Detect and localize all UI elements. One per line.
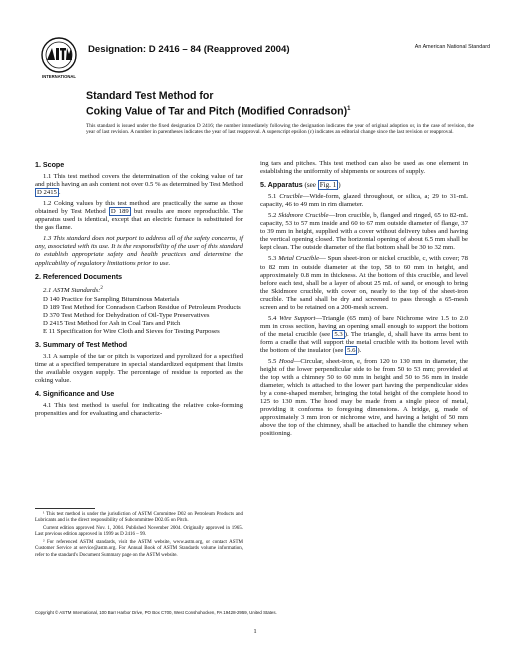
apparatus-5-1: 5.1 Crucible—Wide-form, glazed throughout, or silica, a; 29 to 31-mL capacity, 46 to 49 mm in rim diameter. bbox=[260, 193, 469, 209]
summary-3-1: 3.1 A sample of the tar or pitch is vaporized and pyrolized for a specified time at a specified temperature in special standardized equipment that limits the available oxygen supply. The percentage of residue is reported as the coking value. bbox=[35, 353, 243, 385]
footnote-2: ² For referenced ASTM standards, visit the ASTM website, www.astm.org, or contact ASTM Customer Service at service@astm.org. For Annual Book of ASTM Standards volume information, refer to the standard's Document Summary page on the ASTM website. bbox=[35, 540, 243, 558]
logo-caption: INTERNATIONAL bbox=[42, 74, 76, 79]
ref-item: E 11 Specification for Wire Cloth and Sieves for Testing Purposes bbox=[43, 328, 220, 336]
link-5-3[interactable]: 5.3 bbox=[334, 330, 343, 338]
section-scope-heading: 1. Scope bbox=[35, 161, 65, 169]
ref-item: D 189 Test Method for Conradson Carbon Residue of Petroleum Products bbox=[43, 303, 241, 311]
issuance-notice: This standard is issued under the fixed designation D 2416; the number immediately following the designation indicates the year of original adoption or, in the case of revision, the year of last revision. A number in parentheses indicates the year of last reapproval. A superscript epsilon (ε) indicates an editorial change since the last revision or reapproval. bbox=[86, 123, 474, 136]
title-footnote-mark: 1 bbox=[347, 105, 351, 112]
document-title bbox=[86, 90, 350, 118]
scope-1-1: 1.1 This test method covers the determination of the coking value of tar and pitch having an ash content not over 0.5 % as determined by Test Method D 2415 . bbox=[35, 173, 243, 197]
left-column bbox=[35, 156, 243, 422]
link-d189[interactable]: D 189 bbox=[110, 208, 129, 216]
section-summary-heading: 3. Summary of Test Method bbox=[35, 341, 128, 350]
title-text: Coking Value of Tar and Pitch (Modified Conradson) bbox=[86, 105, 348, 118]
link-5-6[interactable]: 5.6 bbox=[347, 346, 356, 354]
scope-1-2: 1.2 Coking values by this test method are practically the same as those obtained by Test Method D 189 but results are more reproducible. The apparatus used is identical, except that an electric furnace is substituted for the gas flame. bbox=[35, 200, 243, 232]
link-d2415[interactable]: D 2415 bbox=[37, 189, 57, 197]
ref-item: D 370 Test Method for Dehydration of Oil-Type Preservatives bbox=[43, 311, 210, 319]
apparatus-5-5: 5.5 Hood—Circular, sheet-iron, e, from 120 to 130 mm in diameter, the height of the lower perpendicular side to be from 50 to 53 mm; provided at the top with a chimney 50 to 60 mm in height and 50 to 56 mm in inside diameter, which is attached to the lower part having the perpendicular sides by a cone-shaped member, bringing the total height of the complete hood to 125 to 130 mm. The hood may be made from a single piece of metal, providing it conforms to foregoing dimensions. A bridge, g, made of approximately 3 mm iron or nichrome wire, and having a height of 50 mm above the top of the chimney, shall be attached to handle the chimney when positioning. bbox=[260, 358, 469, 438]
refs-intro: 2.1 ASTM Standards:$^2$ bbox=[43, 285, 103, 294]
national-standard-label: An American National Standard bbox=[414, 44, 490, 50]
scope-1-3: 1.3 This standard does not purport to address all of the safety concerns, if any, associated with its use. It is the responsibility of the user of this standard to establish appropriate safety and health practices and determine the applicability of regulatory limitations prior to use. bbox=[35, 235, 243, 267]
significance-4-1-continued: ing tars and pitches. This test method can also be used as one element in establishing the uniformity of shipments or sources of supply. bbox=[260, 160, 468, 176]
link-fig-1[interactable]: Fig. 1 bbox=[319, 181, 337, 190]
footnote-1: ¹ This test method is under the jurisdiction of ASTM Committee D02 on Petroleum Products and Lubricants and is the direct responsibility of Subcommittee D02.05 on Pitch. bbox=[35, 512, 243, 524]
astm-logo bbox=[40, 36, 78, 84]
significance-4-1: 4.1 This test method is useful for indicating the relative coke-forming propensities and for evaluating and characteriz- bbox=[35, 402, 243, 418]
section-significance-heading: 4. Significance and Use bbox=[35, 390, 115, 399]
footnotes bbox=[35, 508, 243, 561]
ref-item: D 2415 Test Method for Ash in Coal Tars and Pitch bbox=[43, 320, 181, 328]
section-refs-heading: 2. Referenced Documents bbox=[35, 272, 123, 281]
page-number: 1 bbox=[253, 628, 257, 635]
footnote-rule bbox=[35, 508, 95, 509]
footnote-1-edition: Current edition approved Nov. 1, 2004. Published November 2004. Originally approved in 1965. Last previous edition approved in 1999 as D 2416 – 99. bbox=[35, 526, 243, 538]
apparatus-5-3: 5.3 Metal Crucible— Spun sheet-iron or nickel crucible, c, with cover; 78 to 82 mm in outside diameter at the top, 58 to 60 mm in height, and approximately 0.8 mm in thickness. At the bottom of this crucible, and level before each test, shall be a layer of about 25 mL of sand, or enough to bring the Skidmore crucible, with cover on, nearly to the top of the sheet-iron crucible. The sand shall be dry and screened to pass through a 65-mesh screen and to be retained on a 200-mesh screen. bbox=[260, 255, 468, 311]
right-column bbox=[260, 160, 468, 442]
section-apparatus-heading: 5. Apparatus (see Fig. 1 ) bbox=[260, 181, 341, 190]
copyright-line: Copyright © ASTM International, 100 Barr Harbor Drive, PO Box C700, West Conshohocken, PA 19428-2959, United States. bbox=[35, 610, 277, 615]
apparatus-5-2: 5.2 Skidmore Crucible—Iron crucible, b, flanged and ringed, 65 to 82-mL capacity, 53 to 57 mm inside and 60 to 67 mm outside diameter of flange, 37 to 39 mm in height, supplied with a cover without delivery tubes and having the vertical opening closed. The horizontal opening of about 6.5 mm shall be kept clean. The outside diameter of the flat bottom shall be 30 to 32 mm. bbox=[260, 212, 469, 252]
apparatus-5-4: 5.4 Wire Support—Triangle (65 mm) of bare Nichrome wire 1.5 to 2.0 mm in cross section, having an opening small enough to support the bottom of the metal crucible (see 5.3 ). The triangle, d, shall have its arms bent to form a cradle that will support the metal crucible with its bottom level with the bottom of the insulator (see 5.6 ). bbox=[260, 314, 469, 354]
title-line-1: Standard Test Method for bbox=[86, 90, 214, 102]
title-line-2 bbox=[86, 103, 350, 118]
designation: Designation: D 2416 – 84 (Reapproved 2004) bbox=[88, 44, 290, 55]
ref-item: D 140 Practice for Sampling Bituminous Materials bbox=[43, 295, 180, 303]
